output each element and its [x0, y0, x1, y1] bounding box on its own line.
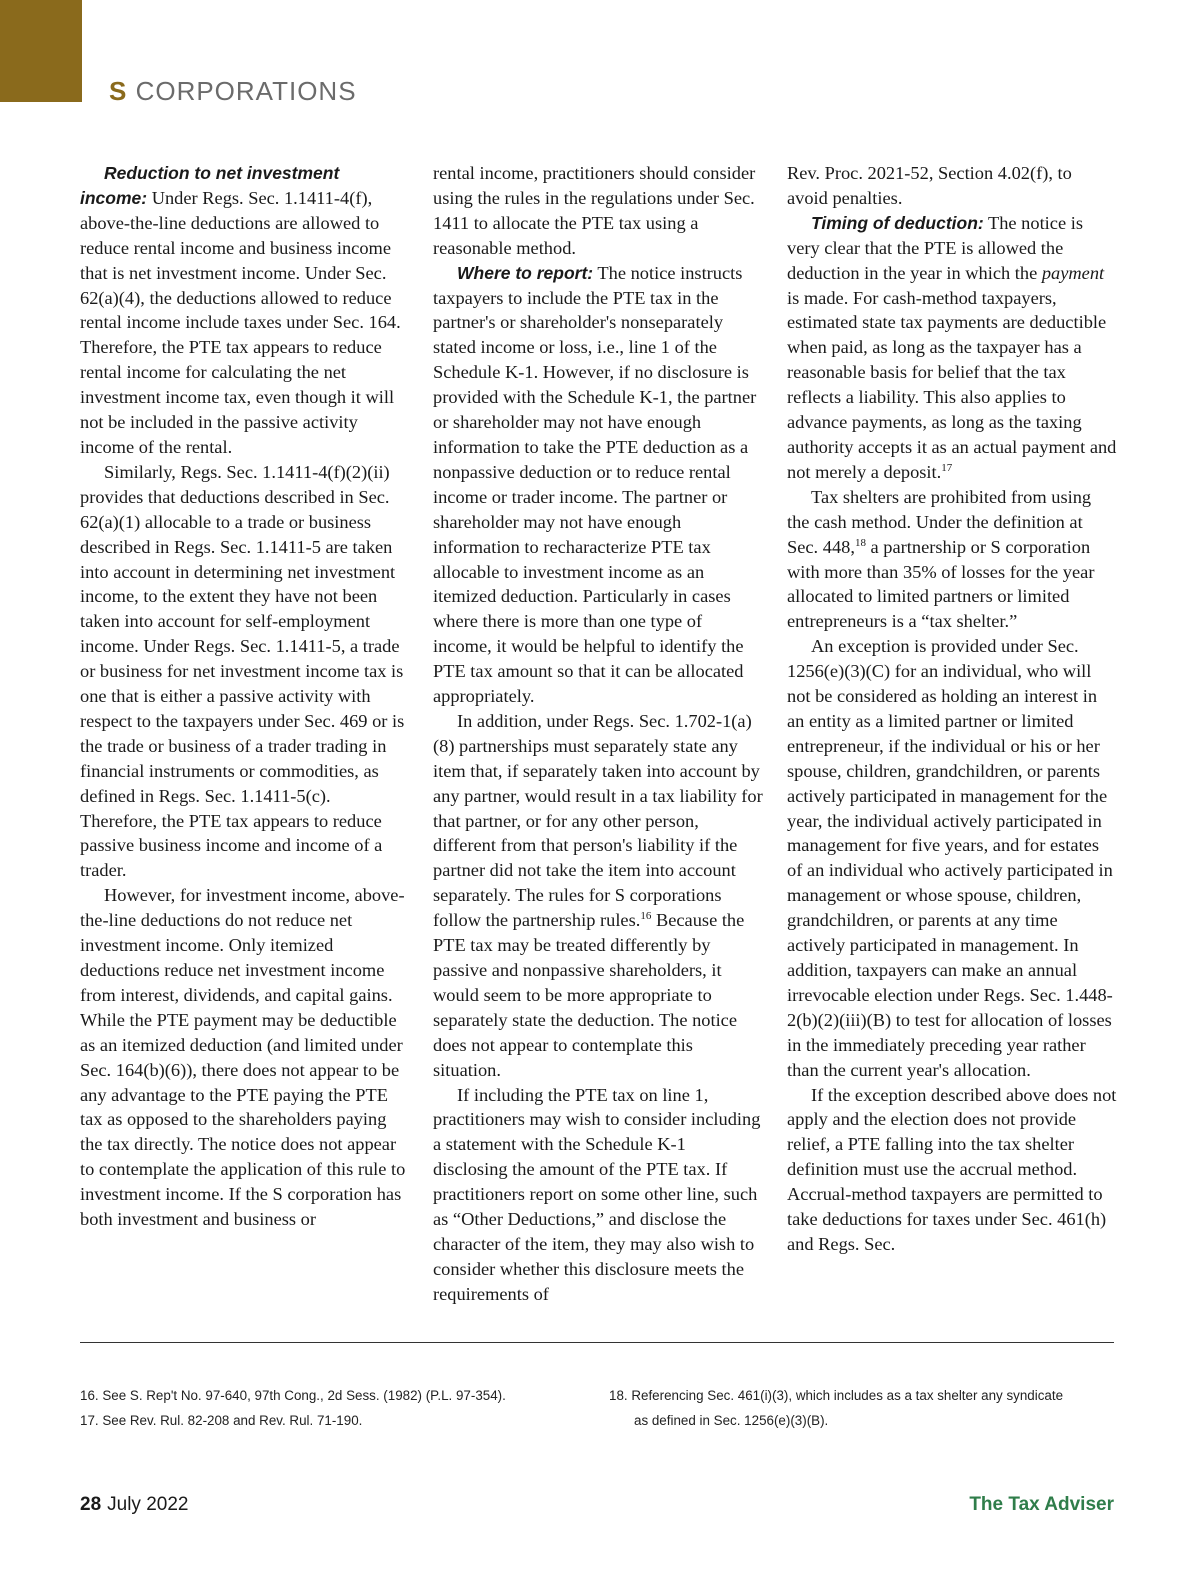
- page-number: 28: [80, 1494, 102, 1515]
- run-in-heading: Where to report:: [457, 262, 594, 283]
- footnote-18: 18. Referencing Sec. 461(i)(3), which includes as a tax shelter any syndicate: [609, 1388, 1064, 1403]
- section-header: [109, 76, 357, 107]
- paragraph: If including the PTE tax on line 1, practitioners may wish to consider including a statement with the Schedule K-1 disclosing the amount of the PTE tax. If practitioners report on some other line, such as “Other Deductions,” and disclose the character of the item, they may also wish to consider whether this disclosure meets the requirements of: [433, 1084, 761, 1304]
- paragraph: Similarly, Regs. Sec. 1.1411-4(f)(2)(ii) provides that deductions described in Sec. 62(a)(1) allocable to a trade or business described in Regs. Sec. 1.1411-5 are taken into account in determining net investment income, to the extent they have not been taken into account for self-employment income. Under Regs. Sec. 1.1411-5, a trade or business for net investment income tax is one that is either a passive activity with respect to the taxpayers under Sec. 469 or is the trade or business of a trader trading in financial instruments or commodities, as defined in Regs. Sec. 1.1411-5(c). Therefore, the PTE tax appears to reduce passive business income and income of a trader.: [80, 461, 405, 881]
- page-footer-left: [80, 1494, 188, 1516]
- footnote-18-continued: as defined in Sec. 1256(e)(3)(B).: [634, 1412, 829, 1428]
- footnotes-left: [80, 1384, 600, 1433]
- paragraph: [433, 709, 763, 1083]
- section-header-text: CORPORATIONS: [127, 76, 357, 106]
- paragraph-body: The notice is very clear that the PTE is allowed the deduction in the year in which the: [787, 212, 1083, 283]
- paragraph: If the exception described above does not apply and the election does not provide relief, a PTE falling into the tax shelter definition must use the accrual method. Accrual-method taxpayers are permitted to take deductions for taxes under Sec. 461(h) and Regs. Sec.: [787, 1084, 1117, 1254]
- footnote-17: 17. See Rev. Rul. 82-208 and Rev. Rul. 71-190.: [80, 1412, 363, 1428]
- paragraph: Rev. Proc. 2021-52, Section 4.02(f), to avoid penalties.: [787, 163, 1072, 208]
- footnote-ref-18[interactable]: 18: [854, 536, 866, 549]
- paragraph: [787, 485, 1117, 634]
- article-column-3: [787, 161, 1117, 1257]
- article-column-1: [80, 161, 410, 1232]
- publication-name: The Tax Adviser: [969, 1494, 1114, 1515]
- paragraph: An exception is provided under Sec. 1256(e)(3)(C) for an individual, who will not be considered as holding an interest in an entity as a limited partner or limited entrepreneur, if the individual or his or her spouse, children, grandchildren, or parents actively participated in management for the year, the individual actively participated in management for five years, and for estates of an individual who actively participated in management or whose spouse, children, grandchildren, or parents at any time actively participated in management. In addition, taxpayers can make an annual irrevocable election under Regs. Sec. 1.448-2(b)(2)(iii)(B) to test for allocation of losses in the immediately preceding year rather than the current year's allocation.: [787, 636, 1113, 1080]
- article-column-2: [433, 161, 763, 1307]
- paragraph-body: Under Regs. Sec. 1.1411-4(f), above-the-line deductions are allowed to reduce rental income and business income that is net investment income. Under Sec. 62(a)(4), the deductions allowed to reduce rental income include taxes under Sec. 164. Therefore, the PTE tax appears to reduce rental income for calculating the net investment income tax, even though it will not be included in the passive activity income of the rental.: [80, 187, 401, 457]
- footnote-16: 16. See S. Rep't No. 97-640, 97th Cong., 2d Sess. (1982) (P.L. 97-354).: [80, 1388, 506, 1403]
- footnote-ref-17[interactable]: 17: [941, 461, 953, 474]
- paragraph: [80, 161, 410, 460]
- footnote-ref-16[interactable]: 16: [640, 910, 652, 923]
- issue-date: July 2022: [107, 1494, 189, 1515]
- paragraph: [433, 261, 763, 709]
- section-header-initial: S: [109, 76, 128, 106]
- emphasis: payment: [1041, 262, 1105, 283]
- footnotes-right: [609, 1384, 1129, 1433]
- run-in-heading: Timing of deduction:: [811, 212, 984, 233]
- paragraph: [787, 211, 1117, 485]
- footnote-divider: [80, 1342, 1114, 1343]
- paragraph-body: is made. For cash-method taxpayers, estimated state tax payments are deductible when paid, as long as the taxpayer has a reasonable basis for belief that the tax reflects a liability. This also applies to advance payments, as long as the taxing authority accepts it as an actual payment and not merely a deposit.: [787, 287, 1117, 482]
- paragraph-body: Because the PTE tax may be treated differently by passive and nonpassive shareholders, it would seem to be more appropriate to separately state the deduction. The notice does not appear to contemplate this situation.: [433, 910, 745, 1080]
- paragraph: rental income, practitioners should consider using the rules in the regulations under Sec. 1411 to allocate the PTE tax using a reasonable method.: [433, 163, 756, 258]
- paragraph: However, for investment income, above-the-line deductions do not reduce net investment income. Only itemized deductions reduce net investment income from interest, dividends, and capital gains. While the PTE payment may be deductible as an itemized deduction (and limited under Sec. 164(b)(6)), there does not appear to be any advantage to the PTE paying the PTE tax as opposed to the shareholders paying the tax directly. The notice does not appear to contemplate the application of this rule to investment income. If the S corporation has both investment and business or: [80, 885, 406, 1230]
- corner-color-block: [0, 0, 82, 102]
- paragraph-body: Tax shelters are prohibited from using the cash method. Under the definition at Sec. 448,: [787, 486, 1092, 557]
- paragraph-body: The notice instructs taxpayers to include the PTE tax in the partner's or shareholder's nonseparately stated income or loss, i.e., line 1 of the Schedule K-1. However, if no disclosure is provided with the Schedule K-1, the partner or shareholder may not have enough information to take the PTE deduction as a nonpassive deduction or to reduce rental income or trader income. The partner or shareholder may not have enough information to recharacterize PTE tax allocable to investment income as an itemized deduction. Particularly in cases where there is more than one type of income, it would be helpful to identify the PTE tax amount so that it can be allocated appropriately.: [433, 262, 757, 707]
- paragraph-body: In addition, under Regs. Sec. 1.702-1(a)(8) partnerships must separately state any item that, if separately taken into account by any partner, would result in a tax liability for that partner, or for any other person, different from that person's liability if the partner did not take the item into account separately. The rules for S corporations follow the partnership rules.: [433, 710, 763, 931]
- paragraph-body: a partnership or S corporation with more than 35% of losses for the year allocated to limited partners or limited entrepreneurs is a “tax shelter.”: [787, 536, 1095, 632]
- run-in-heading: Reduction to net investment income:: [80, 163, 340, 208]
